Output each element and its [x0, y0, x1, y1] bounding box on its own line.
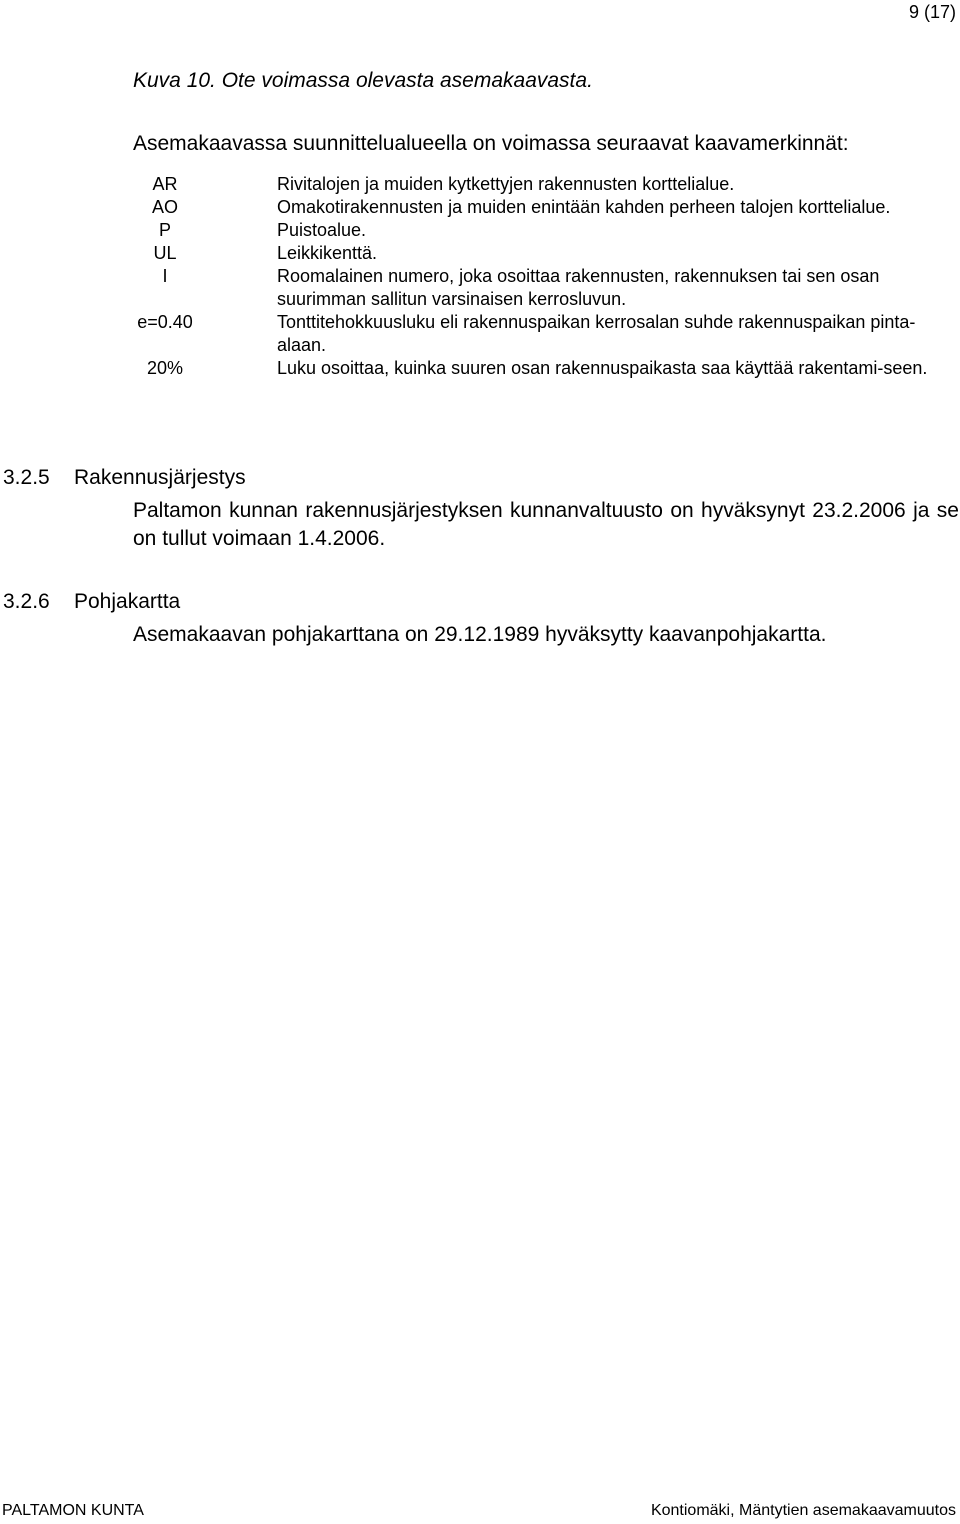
- legend-code: UL: [153, 243, 177, 263]
- legend-description: Puistoalue.: [277, 220, 367, 240]
- legend-description: Leikkikenttä.: [277, 243, 378, 263]
- page-number: 9 (17): [908, 2, 956, 22]
- legend-code: AR: [152, 174, 178, 194]
- section-number: 3.2.5: [3, 466, 50, 489]
- legend-code: I: [162, 266, 168, 286]
- legend-code: AO: [151, 197, 178, 217]
- legend-code: e=0.40: [137, 312, 193, 332]
- section-title: Rakennusjärjestys: [74, 466, 246, 489]
- figure-caption: Kuva 10. Ote voimassa olevasta asemakaavasta.: [133, 69, 593, 92]
- legend-description: Luku osoittaa, kuinka suuren osan rakennuspaikasta saa käyttää rakentami-seen.: [277, 358, 928, 378]
- footer-document-title: Kontiomäki, Mäntytien asemakaavamuutos: [650, 1502, 956, 1519]
- legend-code: 20%: [146, 358, 184, 378]
- legend-description: Omakotirakennusten ja muiden enintään kahden perheen talojen korttelialue.: [277, 197, 891, 217]
- section-body: Paltamon kunnan rakennusjärjestyksen kunnanvaltuusto on hyväksynyt 23.2.2006 ja se on tullut voimaan 1.4.2006.: [133, 499, 959, 550]
- section-body: Asemakaavan pohjakarttana on 29.12.1989 hyväksytty kaavanpohjakartta.: [133, 623, 827, 646]
- legend-description: Rivitalojen ja muiden kytkettyjen rakennusten korttelialue.: [277, 174, 735, 194]
- footer-organization: PALTAMON KUNTA: [2, 1502, 144, 1519]
- intro-paragraph: Asemakaavassa suunnittelualueella on voimassa seuraavat kaavamerkinnät:: [133, 132, 849, 155]
- section-number: 3.2.6: [3, 590, 50, 613]
- legend-description: Tonttitehokkuusluku eli rakennuspaikan kerrosalan suhde rakennuspaikan pinta-alaan.: [277, 312, 916, 355]
- section-title: Pohjakartta: [74, 590, 181, 613]
- legend-description: Roomalainen numero, joka osoittaa rakennusten, rakennuksen tai sen osan suurimman sallitun varsinaisen kerrosluvun.: [277, 266, 880, 309]
- legend-code: P: [158, 220, 171, 240]
